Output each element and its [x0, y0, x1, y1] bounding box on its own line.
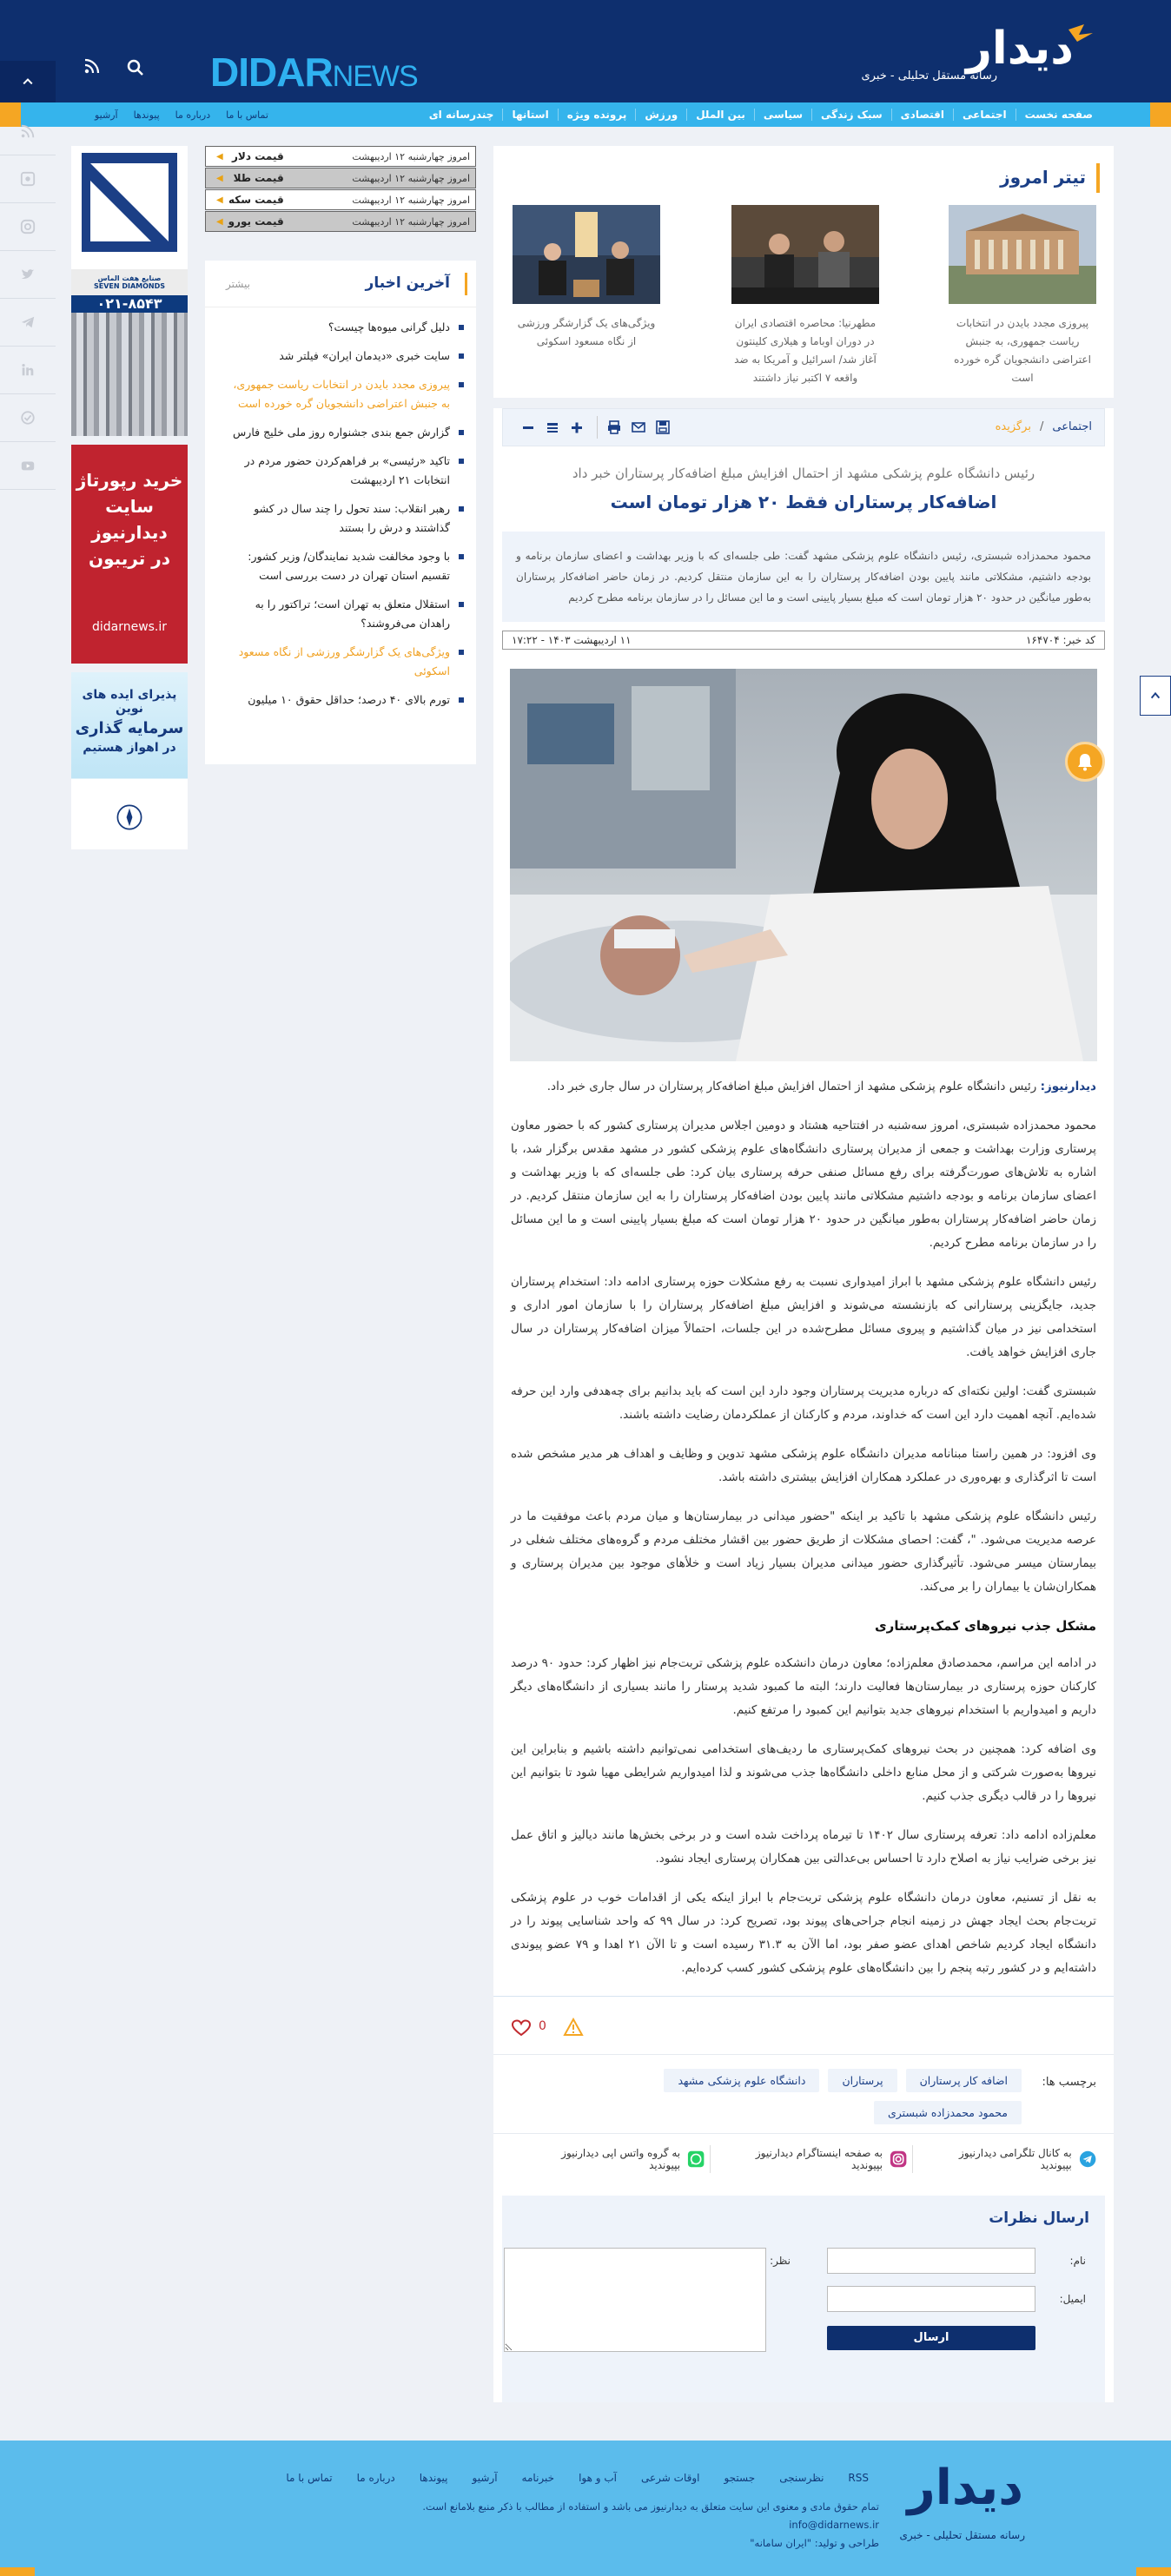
rss-icon	[20, 123, 36, 139]
section-accent-bar	[1096, 163, 1100, 193]
tag[interactable]: محمود محمدزاده شبستری	[874, 2101, 1022, 2124]
nav-contact[interactable]: تماس با ما	[226, 109, 268, 121]
article-paragraph: محمود محمدزاده شبستری، امروز سه‌شنبه در افتتاحیه هشتاد و دومین اجلاس مدیران پرستاری کشور که با حضور معاون پرستاری وزارت بهداشت و جمعی از مدیران پرستاری دانشگاه‌های علوم پزشکی کشور در مشهد مقدس برگزار شد، با اشاره به تلاش‌های صورت‌گرفته برای رفع مسائل صنفی حرفه پرستاری بیان کرد: طی جلسه‌ای که با وزیر بهداشت و اعضای سازمان برنامه و بودجه داشتیم مشکلاتی مانند پایین بودن اضافه‌کار پرستاران را به این سازمان منتقل کردیم. در زمان حاضر اضافه‌کار پرستاران به‌طور میانگین در حدود ۲۰ هزار تومان است که مبلغ بسیار پایینی است و ما این مسائل را در سازمان برنامه مطرح کردیم.	[511, 1119, 1096, 1250]
headline-caption: پیروزی مجدد بایدن در انتخابات ریاست جمهوری، به جنبش اعتراضی دانشجویان گره خورده است	[954, 317, 1091, 384]
list-item[interactable]: ویژگی‌های یک گزارشگر ورزشی از نگاه مسعود اسکوئی	[226, 643, 464, 681]
bell-icon	[1075, 751, 1095, 772]
article-paragraph: به نقل از تسنیم، معاون درمان دانشگاه علوم پزشکی تربت‌جام با ابراز اینکه یکی از اقدامات خوب در علوم پزشکی تربت‌جام بحث ایجاد جهش در زمینه انجام جراحی‌های پیوند بود، تصریح کرد: در سال ۹۹ که واحد شناسایی پیوند را در دانشگاه ایجاد کردیم شاخص اهدای عضو صفر بود، اما الآن به ۳۱.۳ رسیده است و تا الآن ۲۱ اهدا و ۷۹ عضو پیوندی داشته‌ایم و در کشور رتبه پنجم را بین دانشگاه‌های علوم پزشکی کشور کسب کرده‌ایم.	[511, 1891, 1097, 1975]
nav-lifestyle[interactable]: سبک زندگی	[811, 109, 891, 121]
diamond-logo-icon	[71, 146, 188, 269]
latest-news-list	[205, 307, 476, 710]
chevron-up-icon	[19, 75, 36, 89]
footer-link-newsletter[interactable]: خبرنامه	[521, 2472, 555, 2484]
price-row-dollar[interactable]	[205, 146, 476, 167]
banner-column	[71, 146, 188, 858]
join-instagram[interactable]	[710, 2145, 907, 2173]
search-icon[interactable]	[125, 57, 146, 78]
join-channels	[493, 2133, 1114, 2183]
price-box	[205, 146, 476, 233]
rail-instagram[interactable]	[0, 203, 56, 251]
twitter-icon	[20, 267, 36, 282]
steel-ad-banner[interactable]	[71, 146, 188, 436]
intro-text: رئیس دانشگاه علوم پزشکی مشهد از احتمال افزایش مبلغ اضافه‌کار پرستاران در سال جاری خبر داد.	[546, 1080, 1041, 1093]
nav-home[interactable]: صفحه نخست	[1016, 109, 1102, 121]
article-meta	[502, 631, 1105, 650]
steel-ad-logo	[71, 146, 188, 269]
article-photo	[510, 669, 1097, 1061]
meeting-photo	[513, 205, 660, 304]
virasty-icon	[20, 410, 36, 426]
article-paragraph: در ادامه این مراسم، محمدصادق معلم‌زاده؛ معاون درمان دانشکده علوم پزشکی تربت‌جام نیز اظهار کرد: حدود ۹۰ درصد کارکنان حوزه پرستاری در بیمارستان‌ها فعالیت دارند؛ البته ما کمبود شدید پرستار را مانند بسیاری از دانشگاه‌های دیگر داریم و امیدواریم با استخدام نیروهای جدید بتوانیم این کمبود را مرتفع کنیم.	[511, 1656, 1096, 1717]
nav-about[interactable]: درباره ما	[175, 109, 211, 121]
comment-label: نظر:	[770, 2255, 791, 2267]
site-footer	[0, 2441, 1171, 2576]
article-intro	[511, 1075, 1096, 1099]
rail-telegram[interactable]	[0, 299, 56, 347]
article-actions	[493, 1997, 1114, 2054]
invest-line3: در اهواز هستیم	[83, 741, 176, 755]
news-code: کد خبر: ۱۶۴۷۰۴	[1025, 634, 1095, 646]
email-label: ایمیل:	[1059, 2293, 1086, 2305]
steel-coils-image	[71, 313, 188, 436]
caret-left-icon: ◀	[216, 173, 223, 183]
nurse-patient-photo	[510, 669, 1097, 1061]
breadcrumb	[996, 420, 1092, 433]
steel-ad-brand	[71, 274, 188, 290]
tag[interactable]: دانشگاه علوم پزشکی مشهد	[664, 2069, 819, 2092]
article	[493, 408, 1114, 2402]
nav-international[interactable]: بین الملل	[686, 109, 754, 121]
site-header	[0, 0, 1171, 102]
latest-news-header	[205, 261, 476, 307]
share-tools-group	[597, 416, 679, 439]
nav-accent-right	[1150, 102, 1171, 127]
article-title: اضافه‌کار پرستاران فقط ۲۰ هزار تومان است	[610, 492, 997, 512]
invest-line1: پذیرای ایده های نوین	[82, 688, 177, 716]
price-name: قیمت سکه	[228, 194, 284, 206]
rail-virasty[interactable]	[0, 394, 56, 442]
headline-image	[513, 205, 660, 304]
youtube-icon	[20, 458, 36, 473]
reportage-ad-banner[interactable]	[71, 445, 188, 664]
nav-politics[interactable]: سیاسی	[754, 109, 811, 121]
nav-social[interactable]: اجتماعی	[953, 109, 1016, 121]
nav-provinces[interactable]: استانها	[502, 109, 557, 121]
footer-accent-strip	[0, 2567, 1171, 2576]
news-source[interactable]: دیدارنیوز:	[1040, 1080, 1096, 1093]
list-item[interactable]: تاکید «رئیسی» بر فراهم‌کردن حضور مردم در انتخابات ۲۱ اردیبهشت	[226, 452, 464, 490]
main-nav	[420, 102, 1102, 127]
article-paragraph: رئیس دانشگاه علوم پزشکی مشهد با تاکید بر اینکه "حضور میدانی در بیمارستان‌ها و میان مردم باعث موفقیت ما در عرصه مدیریت می‌شود. "، گفت: احصای مشکلات از طریق حضور بین اقشار مختلف مردم و گروه‌های مختلف شغلی در بیمارستان میسر می‌شود. تأثیرگذاری حضور میدانی مدیران بسیار زیاد است و خلأهای موجود بین مدیران پرستاری و همکاران‌شان یا بیماران را بر می‌کند.	[511, 1509, 1096, 1594]
reset-font-icon[interactable]	[545, 419, 560, 435]
headline-card[interactable]	[728, 205, 883, 387]
headline-card[interactable]	[945, 205, 1100, 387]
comment-form-title: ارسال نظرات	[989, 2209, 1089, 2227]
name-input[interactable]	[827, 2248, 1035, 2274]
join-whatsapp-text: به گروه واتس اپی دیدارنیوز بپیوندید	[561, 2146, 681, 2171]
article-body	[493, 1061, 1114, 1980]
brand-wordmark[interactable]	[210, 49, 418, 96]
save-icon[interactable]	[655, 419, 671, 435]
article-paragraph: رئیس دانشگاه علوم پزشکی مشهد با ابراز امیدواری نسبت به رفع مشکلات حوزه پرستاری ادامه داد: استخدام پرستاران جدید، جایگزینی پرستارانی که بازنشسته می‌شوند و افزایش مبلغ اضافه‌کار پرستاران را با سازمان امور اداری و استخدامی نیز در میان گذاشتیم و پیروی مسائل مطرح‌شده در این جلسات، احتمالاً میزان اضافه‌کار پرستاران در سال جاری افزایش خواهد یافت.	[511, 1275, 1096, 1359]
site-tagline: رسانه مستقل تحلیلی - خبری	[861, 69, 997, 83]
price-name: قیمت طلا	[233, 172, 284, 184]
main-column	[493, 146, 1114, 2414]
footer-links	[274, 2472, 881, 2484]
article-subtitle: رئیس دانشگاه علوم پزشکی مشهد از احتمال افزایش مبلغ اضافه‌کار پرستاران خبر داد	[572, 466, 1035, 481]
invest-ad-banner[interactable]	[71, 672, 188, 849]
emblem-icon	[115, 803, 144, 832]
rail-twitter[interactable]	[0, 251, 56, 299]
nav-economy[interactable]: اقتصادی	[891, 109, 953, 121]
footer-link-archive[interactable]: آرشیو	[472, 2472, 498, 2484]
rss-icon[interactable]	[83, 57, 101, 75]
nav-archive[interactable]: آرشیو	[95, 109, 118, 121]
tag[interactable]: اضافه کار پرستاران	[906, 2069, 1022, 2092]
invest-line2: سرمایه گذاری	[75, 719, 184, 737]
submit-comment-button[interactable]: ارسال	[827, 2326, 1035, 2350]
reportage-site: didarnews.ir	[91, 620, 168, 634]
rail-youtube[interactable]	[0, 442, 56, 490]
heart-icon[interactable]	[511, 2019, 532, 2037]
join-telegram[interactable]	[912, 2145, 1096, 2173]
plus-icon[interactable]	[569, 419, 585, 435]
headline-card[interactable]	[509, 205, 664, 351]
telegram-icon	[20, 314, 36, 330]
telegram-icon	[1079, 2150, 1096, 2169]
secondary-nav	[87, 102, 276, 127]
brand-main: DIDAR	[210, 50, 333, 95]
price-row-euro[interactable]	[205, 211, 476, 232]
nav-links[interactable]: پیوندها	[133, 109, 160, 121]
building-photo	[949, 205, 1096, 304]
name-label: نام:	[1069, 2255, 1086, 2267]
comment-form	[502, 2196, 1105, 2402]
steel-ad-phone: ۰۲۱-۸۵۴۳	[71, 295, 188, 313]
like-count: 0	[539, 2019, 546, 2033]
article-paragraph: شبستری گفت: اولین نکته‌ای که درباره مدیریت پرستاران وجود دارد این است که باید بدانیم برای چه‌هدفی وارد این حرفه شده‌ایم. آنچه اهمیت دارد این است که خداوند، مردم و کارکنان از عملکردمان رضایت داشته باشند.	[511, 1384, 1096, 1422]
rail-aparat[interactable]	[0, 155, 56, 203]
latest-news-more-link[interactable]: بیشتر	[226, 278, 250, 290]
tags-label: برچسب ها:	[1042, 2076, 1096, 2089]
join-instagram-text: به صفحه اینستاگرام دیدارنیوز بپیوندید	[755, 2146, 883, 2171]
nav-sport[interactable]: ورزش	[635, 109, 686, 121]
headline-caption: مطهرنیا: محاصره اقتصادی ایران در دوران اوباما و هیلاری کلینتون آغاز شد/ اسرائیل و آمریکا به ضد واقعه ۷ اکتبر نیاز داشتند	[734, 317, 877, 384]
reportage-line1: خرید رپورتاژ	[76, 470, 183, 491]
join-telegram-text: به کانال تلگرامی دیدارنیوز بپیوندید	[959, 2146, 1072, 2171]
caret-left-icon: ◀	[216, 195, 223, 205]
publish-datetime: ۱۱ اردیبهشت ۱۴۰۳ - ۱۷:۲۲	[512, 634, 632, 646]
social-rail	[0, 108, 56, 490]
font-size-group	[512, 416, 593, 439]
minus-icon[interactable]	[520, 419, 536, 435]
list-item[interactable]: دلیل گرانی میوه‌ها چیست؟	[226, 318, 464, 337]
footer-link-weather[interactable]: آب و هوا	[579, 2472, 617, 2484]
section-accent-bar	[465, 273, 467, 295]
list-item[interactable]: گزارش جمع بندی جشنواره روز ملی خلیج فارس	[226, 423, 464, 442]
headlines-title: تیتر امروز	[1000, 167, 1086, 188]
list-item[interactable]: استقلال متعلق به تهران است؛ تراکتور را به راهدان می‌فروشند؟	[226, 595, 464, 633]
site-logo[interactable]: دیدار	[965, 23, 1074, 75]
nav-bar	[0, 102, 1171, 127]
price-row-gold[interactable]	[205, 168, 476, 188]
footer-email[interactable]: info@didarnews.ir	[789, 2519, 879, 2531]
steel-brand-fa: صنایع هفت الماس	[97, 274, 162, 282]
instagram-icon	[20, 219, 36, 234]
headline-image	[949, 205, 1096, 304]
print-icon[interactable]	[606, 419, 622, 435]
join-whatsapp[interactable]	[516, 2145, 705, 2173]
reportage-line2: سایت دیدارنیوز	[91, 496, 168, 543]
tags-section	[493, 2054, 1114, 2133]
footer-link-prayer[interactable]: اوقات شرعی	[641, 2472, 700, 2484]
interview-photo	[731, 205, 879, 304]
list-item[interactable]: سایت خبری «دیدمان ایران» فیلتر شد	[226, 347, 464, 366]
collapse-toggle[interactable]	[0, 61, 56, 102]
breadcrumb-featured[interactable]: برگزیده	[995, 420, 1031, 433]
list-item[interactable]: رهبر انقلاب: سند تحول را چند سال در کشو گذاشتند و درش را بستند	[226, 499, 464, 538]
tag[interactable]: پرستاران	[828, 2069, 896, 2092]
footer-link-about[interactable]: درباره ما	[356, 2472, 395, 2484]
footer-design-credit: طراحی و تولید: "ایران سامانه"	[750, 2537, 879, 2549]
breadcrumb-separator: /	[1039, 420, 1044, 433]
scroll-top-button[interactable]	[1140, 676, 1171, 716]
list-item[interactable]: پیروزی مجدد بایدن در انتخابات ریاست جمهوری، به جنبش اعتراضی دانشجویان گره خورده است	[226, 375, 464, 413]
footer-link-poll[interactable]: نظرسنجی	[779, 2472, 824, 2484]
chevron-up-icon	[1149, 690, 1161, 702]
footer-info	[422, 2498, 879, 2553]
price-date: امروز چهارشنبه ۱۲ اردیبهشت	[352, 215, 470, 228]
tags-list	[511, 2069, 1022, 2124]
price-date: امروز چهارشنبه ۱۲ اردیبهشت	[352, 150, 470, 162]
breadcrumb-section[interactable]: اجتماعی	[1052, 420, 1092, 433]
footer-logo[interactable]: دیدار	[907, 2460, 1023, 2516]
article-toolbar	[502, 408, 1105, 446]
price-row-coin[interactable]	[205, 189, 476, 210]
section-heading: مشکل جذب نیروهای کمک‌پرستاری	[874, 1618, 1096, 1634]
headline-image	[731, 205, 879, 304]
price-name: قیمت دلار	[232, 150, 284, 162]
list-item[interactable]: تورم بالای ۴۰ درصد؛ حداقل حقوق ۱۰ میلیون	[226, 690, 464, 710]
caret-left-icon: ◀	[216, 216, 223, 227]
footer-link-contact[interactable]: تماس با ما	[286, 2472, 333, 2484]
price-date: امروز چهارشنبه ۱۲ اردیبهشت	[352, 194, 470, 206]
email-icon[interactable]	[631, 419, 646, 435]
list-item[interactable]: با وجود مخالفت شدید نمایندگان/ وزیر کشور: تقسیم استان تهران در دست بررسی است	[226, 547, 464, 585]
price-date: امروز چهارشنبه ۱۲ اردیبهشت	[352, 172, 470, 184]
article-tools	[512, 416, 679, 439]
instagram-icon	[890, 2150, 907, 2169]
footer-link-search[interactable]: جستجو	[724, 2472, 756, 2484]
linkedin-icon	[20, 362, 36, 378]
nav-special[interactable]: پرونده ویژه	[558, 109, 636, 121]
caret-left-icon: ◀	[216, 151, 223, 162]
comment-textarea[interactable]	[504, 2248, 766, 2352]
headline-caption: ویژگی‌های یک گزارشگر ورزشی از نگاه مسعود اسکوئی	[517, 317, 656, 347]
footer-link-rss[interactable]: RSS	[848, 2472, 869, 2484]
aparat-icon	[20, 171, 36, 187]
steel-brand-en: SEVEN DIAMONDS	[93, 282, 166, 290]
reportage-line3: در تریبون	[89, 548, 170, 569]
email-input[interactable]	[827, 2286, 1035, 2312]
rail-linkedin[interactable]	[0, 347, 56, 394]
copyright-text: تمام حقوق مادی و معنوی این سایت متعلق به دیدارنیوز می باشد و استفاده از مطالب با ذکر منبع بلامانع است.	[422, 2500, 879, 2513]
notification-bell-button[interactable]	[1065, 742, 1105, 782]
brand-suffix: NEWS	[332, 60, 418, 93]
whatsapp-icon	[687, 2150, 705, 2169]
nav-multimedia[interactable]: چندرسانه ای	[428, 109, 494, 121]
price-name: قیمت یورو	[228, 215, 284, 228]
article-paragraph: معلم‌زاده ادامه داد: تعرفه پرستاری سال ۱۴۰۲ تا تیرماه پرداخت شده است و در برخی بخش‌ها مانند دیالیز و اتاق عمل نیز برخی ضرایب نیاز به اصلاح دارد تا احساس بی‌عدالتی بین همکاران پرستاری ایجاد نشود.	[511, 1828, 1096, 1866]
article-lead: محمود محمدزاده شبستری، رئیس دانشگاه علوم پزشکی مشهد گفت: طی جلسه‌ای که با وزیر بهداشت و اعضای سازمان برنامه و بودجه داشتیم، مشکلاتی مانند پایین بودن اضافه‌کار پرستاران را به این سازمان منتقل کردیم. در زمان حاضر اضافه‌کار پرستاران به‌طور میانگین در حدود ۲۰ هزار تومان است که مبلغ بسیار پایینی است و ما این مسائل را در سازمان برنامه مطرح کردیم	[502, 532, 1105, 622]
article-paragraph: وی افزود: در همین راستا مبنا‌نامه مدیران دانشگاه علوم پزشکی مشهد تدوین و وظایف و اهداف هر مدیر مشخص شده است تا اثرگذاری و بهره‌وری در عملکرد همکاران افزایش بیشتری داشته باشد.	[511, 1447, 1096, 1484]
latest-news-box	[205, 261, 476, 764]
footer-link-links[interactable]: پیوندها	[419, 2472, 448, 2484]
report-warning-icon[interactable]	[563, 2018, 584, 2037]
article-paragraph: وی اضافه کرد: همچنین در بحث نیروهای کمک‌پرستاری ما ردیف‌های استخدامی نمی‌توانیم داشته باشیم و بنابراین این نیروها به‌صورت شرکتی و از محل منابع داخلی دانشگاه‌ها جذب می‌شوند و لذا امیدواریم شرایطی مهیا شود تا بتوانیم این نیروها را در قالب دیگری جذب کنیم.	[511, 1742, 1096, 1803]
latest-news-title: آخرین اخبار	[365, 274, 450, 292]
rail-rss[interactable]	[0, 108, 56, 155]
footer-tagline: رسانه مستقل تحلیلی - خبری	[899, 2529, 1025, 2541]
headlines-box	[493, 146, 1114, 398]
